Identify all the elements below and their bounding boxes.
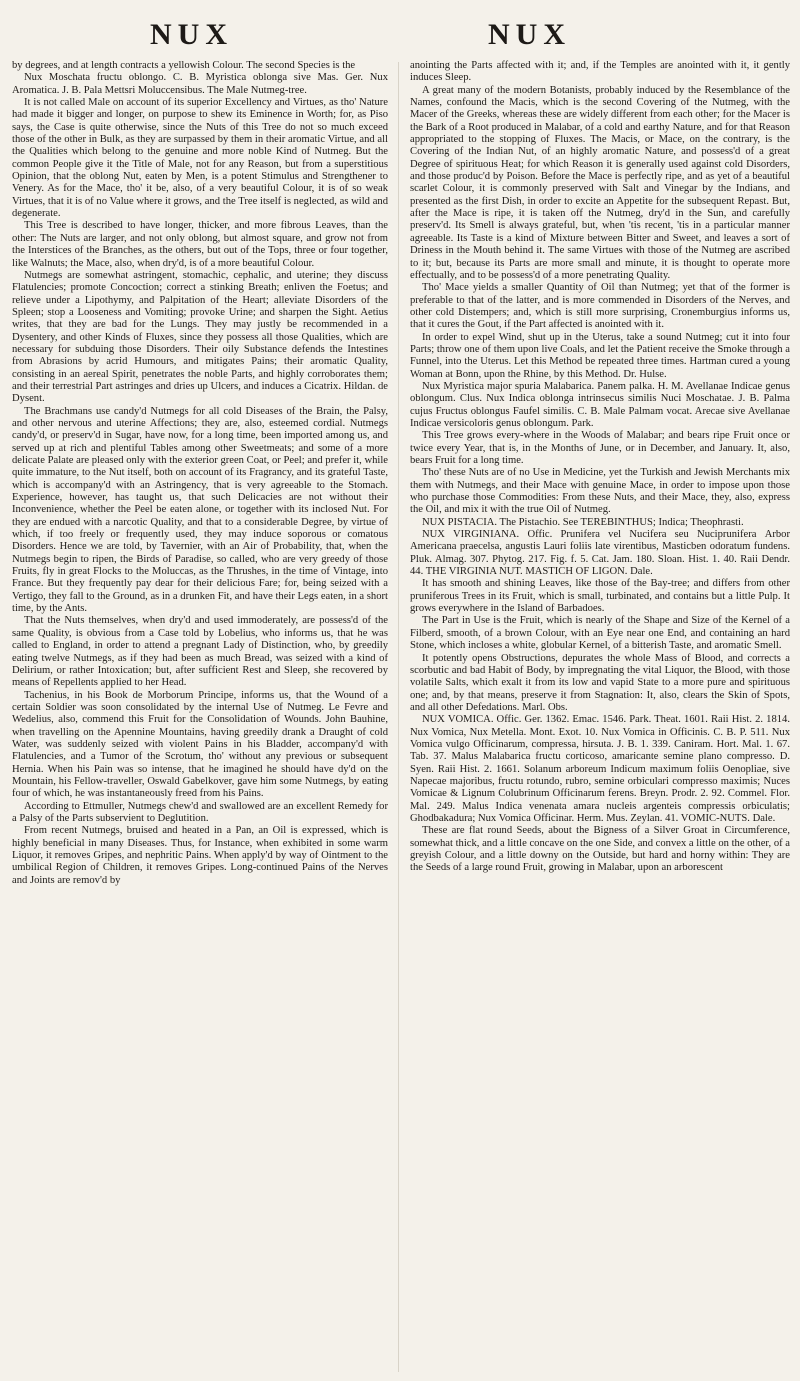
paragraph: NUX VOMICA. Offic. Ger. 1362. Emac. 1546. Park. Theat. 1601. Raii Hist. 2. 1814. Nux Vomica, Nux Metella. Mont. Exot. 10. Nux Vomica in Officinis. C. B. P. 511. Nux Vomica vulgo Officinarum, compressa, hirsuta. J. B. 1. 339. Caniram. Hort. Mal. 1. 67. Tab. 37. Malus Malabarica fructu corticoso, amaricante semine plano compresso. D. Syen. Raii Hist. 2. 1661. Solanum arboreum Indicum maximum foliis Oenopliae, sive Napecae majoribus, fructu rotundo, rubro, semine orbiculari compresso maximis; Nuces Vomicae & Lignum Colubrinum Officinarum ferens. Breyn. Prodr. 2. 92. Commel. Flor. Mal. 249. Malus Indica venenata amara nucleis argenteis compressis orbiculatis; Ghodbakadura; Nux Vomica Officinar. Herm. Mus. Zeylan. 41. VOMIC-NUTS. Dale. [410,714,790,824]
paragraph: It potently opens Obstructions, depurates the whole Mass of Blood, and corrects a scorbutic and bad Habit of Body, by impregnating the vital Liquor, the Blood, with those volatile Salts, which exalt it from its low and vapid State to a more pure and spirituous one; and, by that means, preserve it from Stagnation: It, also, clears the Skin of Spots, and all other Defedations. Marl. Obs. [410,652,790,713]
paragraph: NUX VIRGINIANA. Offic. Pruniferа vel Nucifera seu Nucipruniferа Arbor Americana praecelsa, angustis Lauri foliis late virentibus, Masticben odoratum fundens. Pluk. Almag. 307. Phytog. 217. Fig. f. 5. Cat. Jam. 180. Sloan. Hist. 1. 40. Raii Dendr. 44. THE VIRGINIA NUT. MASTICH OF LIGON. Dale. [410,529,790,578]
paragraph: Tachenius, in his Book de Morborum Principe, informs us, that the Wound of a certain Soldier was soon consolidated by the internal Use of Nutmeg. Le Fevre and Wedelius, also, commend this Fruit for the Consolidation of Wounds. John Bauhine, when travelling on the Apennine Mountains, having greedily drank a Draught of cold Water, was suddenly seized with violent Pains in his Bladder, accompany'd with Flatulencies, and a Tumor of the Scrotum, tho' without any previous or subsequent Hernia. When his Pain was so intense, that he imagined he should have dy'd on the Mountain, his Fellow-traveller, Oswald Gabelkover, gave him some Nutmegs, by eating four of which, he was instantaneously freed from his Pains. [12,689,388,800]
paragraph: This Tree is described to have longer, thicker, and more fibrous Leaves, than the other: The Nuts are larger, and not only oblong, but almost square, and grow not from the Interstices of the Branches, as the others, but out of the Tops, three or four together, like Walnuts; the Mace, also, when dry'd, is of a more beautiful Colour. [12,220,388,269]
paragraph: Nux Myristica major spuria Malabarica. Panem palka. H. M. Avellanae Indicae genus oblongum. Clus. Nux Indica oblonga intrinsecus similis Nuci Moschatae. J. B. Palma cujus Fructus oblongus Faufel similis. C. B. Male Palmam vocat. Arecae sive Avellanae Indicae versicoloris genus oblongum. Park. [410,380,790,429]
running-head-right: NUX [488,18,571,51]
paragraph: In order to expel Wind, shut up in the Uterus, take a sound Nutmeg; cut it into four Parts; throw one of them upon live Coals, and let the Patient receive the Smoke through a Funnel, into the Uterus. Let this Method be repeated three times. Hartman cured a young Woman at Bonn, upon the Rhine, by this Method. Dr. Hulse. [410,331,790,380]
paragraph: The Brachmans use candy'd Nutmegs for all cold Diseases of the Brain, the Palsy, and other nervous and uterine Affections; they are, also, esteemed cordial. Nutmegs candy'd, or preserv'd in Sugar, have now, for a long time, been imported among us, and served up at rich and plentiful Tables among other Sweetmeats; and some of a more delicate Palate are pleased only with the exterior green Coat, or Peel; and prefer it, while quite immature, to the Nut itself, both on account of its Fragrancy, and its grateful Taste, which is accompany'd with an Astringency, that is very agreeable to the Stomach. Experience, however, has taught us, that such Delicacies are not without their Inconvenience, whether the Peel be eaten alone, or together with its inclosed Nut. For they are endued with a narcotic Quality, and that to a considerable Degree, by virtue of which, if too freely or frequently used, they may induce soporous or comatous Disorders. Hence we are told, by Tavernier, with an Air of Probability, that, when the Nutmegs begin to ripen, the Birds of Paradise, so called, who are very greedy of those Fruits, fly in great Flocks to the Moluccas, as the Thrushes, in the time of Vintage, into France. But they frequently pay dear for their delicious Fare; for, being seized with a Vertigo, they fall to the Ground, as in a drunken Fit, and have their Legs eaten, in a short time, by the Ants. [12,405,388,615]
paragraph: That the Nuts themselves, when dry'd and used immoderately, are possess'd of the same Quality, is obvious from a Case told by Lobelius, who informs us, that he was called to England, in order to attend a pregnant Lady of Distinction, who, by greedily eating twelve Nutmegs, as if they had been as much Bread, was seized with a kind of Delirium, or rather Intoxication; but, after sufficient Rest and Sleep, she recovered by means of Repellents applied to her Head. [12,615,388,689]
paragraph: According to Ettmuller, Nutmegs chew'd and swallowed are an excellent Remedy for a Palsy of the Parts subservient to Deglutition. [12,800,388,824]
paragraph: It has smooth and shining Leaves, like those of the Bay-tree; and differs from other pruniferous Trees in its Fruit, which is small, turbinated, and contains but a little Pulp. It grows everywhere in the Island of Barbadoes. [410,578,790,615]
paragraph: The Part in Use is the Fruit, which is nearly of the Shape and Size of the Kernel of a Filberd, smooth, of a brown Colour, with an Eye near one End, and containing an hard Stone, which incloses a white, globular Kernel, of a bitterish Taste, and aromatic Smell. [410,615,790,652]
paragraph: Tho' these Nuts are of no Use in Medicine, yet the Turkish and Jewish Merchants mix them with Nutmegs, and their Mace with genuine Mace, in order to impose upon those who purchase those Commodities: From these Nuts, and their Mace, they, also, express the Oil, and mix it with the true Oil of Nutmeg. [410,467,790,516]
paragraph: anointing the Parts affected with it; and, if the Temples are anointed with it, it gently induces Sleep. [410,60,790,84]
paragraph: A great many of the modern Botanists, probably induced by the Resemblance of the Names, confound the Macis, which is the second Covering of the Nutmeg, with the Macer of the Greeks, whereas these are widely different from each other; for the Macer is the Bark of a Root produced in Malabar, of a cold and earthy Nature, and for that Reason appropriated to the stopping of Fluxes. The Macis, or Mace, on the contrary, is the Covering of the Indian Nut, of an highly aromatic Nature, and possess'd of a great Degree of spirituous Heat; for which Reason it is generally used against cold Disorders, and those produc'd by Poison. Before the Mace is perfectly ripe, and as yet of a beautiful scarlet Colour, it is commonly preserved with Salt and Vinegar by the Indians, and presented as the first Dish, in order to excite an Appetite for the subsequent Repast. But, after the Mace is ripe, it is taken off the Nutmeg, dry'd in the Sun, and carefully preserv'd. Its Smell is always grateful, but, when 'tis recent, 'tis in a particular manner agreeable. Its Taste is a kind of Mixture between Bitter and Sweet, and leaves a sort of Driness in the Mouth behind it. The same Virtues with those of the Nutmeg are ascribed to it; but, because its Parts are more small and minute, it is thought to operate more effectually, and to be possess'd of a more penetrating Quality. [410,84,790,281]
running-head-left: NUX [150,18,233,51]
paragraph: Tho' Mace yields a smaller Quantity of Oil than Nutmeg; yet that of the former is preferable to that of the latter, and is more commended in Disorders of the Nerves, and other cold Distempers; and, which is still more surprising, Cronemburgius informs us, that it cures the Gout, if the Part affected is anointed with it. [410,282,790,331]
left-column [12,60,388,1378]
paragraph: Nux Moschata fructu oblongo. C. B. Myristica oblonga sive Mas. Ger. Nux Aromatica. J. B. Pala Mettsri Moluccensibus. The Male Nutmeg-tree. [12,72,388,96]
paragraph: These are flat round Seeds, about the Bigness of a Silver Groat in Circumference, somewhat thick, and a little concave on the one Side, and convex a little on the other, of a greyish Colour, and a little downy on the Outside, but hard and horny within: They are the Seeds of a large round Fruit, growing in Malabar, upon an arborescent [410,825,790,874]
paragraph: From recent Nutmegs, bruised and heated in a Pan, an Oil is expressed, which is highly beneficial in many Diseases. Thus, for Instance, when exhibited in some warm Liquor, it removes Gripes, and nephritic Pains. When apply'd by way of Ointment to the umbilical Region of Children, it removes Gripes. Long-continued Pains of the Nerves and Joints are remov'd by [12,825,388,886]
paragraph: It is not called Male on account of its superior Excellency and Virtues, as tho' Nature had made it bigger and longer, on purpose to shew its Eminence in Worth; for, as Piso says, the Case is quite otherwise, since the Nuts of this Tree do not so much exceed those of the other in Bulk, as they are surpassed by them in their aromatic Virtue, and all the Qualities which belong to the genuine and more noble Kind of Nutmeg. But the common People give it the Title of Male, not for any Reason, but from a superstitious Opinion, that the oblong Nut, eaten by Men, is a potent Stimulus and Strengthener to Venery. As for the Mace, tho' it be, also, of a very beautiful Colour, it is of so weak Virtues, that it is of no Value where it grows, and the Tree itself is neglected, as wild and degenerate. [12,97,388,220]
right-column [410,60,790,1378]
paragraph: This Tree grows every-where in the Woods of Malabar; and bears ripe Fruit once or twice every Year, that is, in the Months of June, or in December, and January. It, also, bears Fruit for a long time. [410,430,790,466]
column-divider [398,62,399,1372]
paragraph: NUX PISTACIA. The Pistachio. See TEREBINTHUS; Indica; Theophrasti. [422,516,744,528]
paragraph: Nutmegs are somewhat astringent, stomachic, cephalic, and uterine; they discuss Flatulencies; promote Concoction; correct a stinking Breath; enliven the Foetus; and relieve under a Lipothymy, and Palpitation of the Heart; alleviate Disorders of the Spleen; stop a Looseness and Vomiting; provoke Urine; and sharpen the Sight. Aetius writes, that they are bad for the Lungs. They may justly be recommended in a Dysentery, and other Kinds of Fluxes, since they possess all those Qualities, which are necessary for subduing those Disorders. Their oily Substance defends the Intestines from Abrasions by acrid Humours, and mitigates Pains; their aromatic Quality, consisting in an aereal Spirit, penetrates the noble Parts, and highly corroborates them; and their terrestrial Part astringes and dries up Ulcers, and induces a Cicatrix. Hildan. de Dysent. [12,269,388,405]
paragraph: by degrees, and at length contracts a yellowish Colour. The second Species is the [12,60,356,71]
